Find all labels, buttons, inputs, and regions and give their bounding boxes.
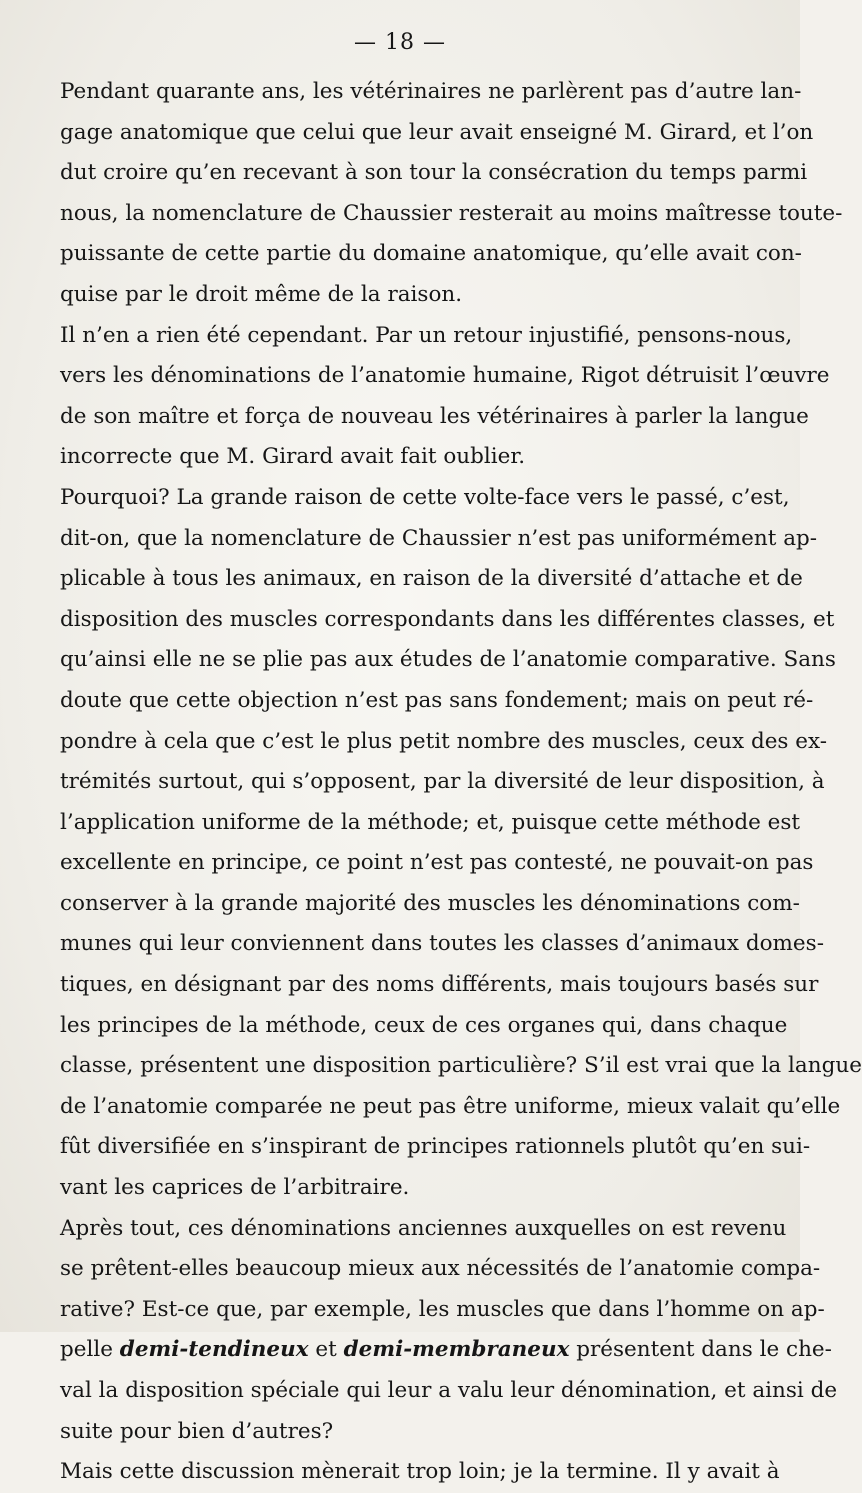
text-line: vant les caprices de l’arbitraire. <box>60 1175 410 1201</box>
text-line: suite pour bien d’autres? <box>60 1418 334 1444</box>
text-line: de l’anatomie comparée ne peut pas être uniforme, mieux valait qu’elle <box>60 1093 841 1119</box>
text-line: Après tout, ces dénominations anciennes auxquelles on est revenu <box>60 1215 787 1241</box>
text-line: qu’ainsi elle ne se plie pas aux études de l’anatomie comparative. Sans <box>60 647 836 673</box>
text-line: Pendant quarante ans, les vétérinaires ne parlèrent pas d’autre lan- <box>60 79 802 104</box>
text-line: Pourquoi? La grande raison de cette volte-face vers le passé, c’est, <box>60 484 790 510</box>
text-line: puissante de cette partie du domaine anatomique, qu’elle avait con- <box>60 241 802 267</box>
text-line: de son maître et força de nouveau les vétérinaires à parler la langue <box>60 403 809 429</box>
text-line: gage anatomique que celui que leur avait enseigné M. Girard, et l’on <box>60 119 814 145</box>
text-line: Mais cette discussion mènerait trop loin; je la termine. Il y avait à <box>60 1459 780 1485</box>
text-line: doute que cette objection n’est pas sans fondement; mais on peut ré- <box>60 687 814 713</box>
italic-term-demi-membraneux: demi-membraneux <box>343 1337 570 1363</box>
text-line-with-italics <box>60 1330 832 1371</box>
text-line: munes qui leur conviennent dans toutes les classes d’animaux domes- <box>60 931 824 957</box>
text-line: excellente en principe, ce point n’est pas contesté, ne pouvait-on pas <box>60 850 814 876</box>
page-number: — 18 — <box>354 30 446 55</box>
text-line: fût diversifiée en s’inspirant de principes rationnels plutôt qu’en sui- <box>60 1134 811 1160</box>
paragraph-1 <box>60 72 843 316</box>
paragraph-4 <box>60 1209 838 1453</box>
text-line: nous, la nomenclature de Chaussier resterait au moins maîtresse toute- <box>60 200 843 226</box>
text-line: vers les dénominations de l’anatomie humaine, Rigot détruisit l’œuvre <box>60 363 830 389</box>
text-line: dut croire qu’en recevant à son tour la consécration du temps parmi <box>60 160 808 186</box>
text-line: rative? Est-ce que, par exemple, les muscles que dans l’homme on ap- <box>60 1296 825 1322</box>
text-line: se prêtent-elles beaucoup mieux aux nécessités de l’anatomie compa- <box>60 1256 821 1282</box>
text-line: Il n’en a rien été cependant. Par un retour injustifié, pensons-nous, <box>60 322 793 348</box>
text-line: les principes de la méthode, ceux de ces organes qui, dans chaque <box>60 1012 788 1038</box>
text-line: dit-on, que la nomenclature de Chaussier n’est pas uniformément ap- <box>60 525 818 551</box>
text-line: l’application uniforme de la méthode; et, puisque cette méthode est <box>60 809 801 835</box>
text-line: incorrecte que M. Girard avait fait oublier. <box>60 444 526 470</box>
text-line: val la disposition spéciale qui leur a valu leur dénomination, et ainsi de <box>60 1378 838 1403</box>
text-segment: présentent dans le che- <box>569 1337 832 1363</box>
text-line: quise par le droit même de la raison. <box>60 281 463 307</box>
text-line: disposition des muscles correspondants dans les différentes classes, et <box>60 606 835 632</box>
text-line: classe, présentent une disposition particulière? S’il est vrai que la langue <box>60 1053 862 1079</box>
text-line: tiques, en désignant par des noms différents, mais toujours basés sur <box>60 972 819 998</box>
paragraph-5 <box>60 1452 780 1493</box>
text-line: conserver à la grande majorité des muscles les dénominations com- <box>60 890 800 916</box>
paragraph-3 <box>60 478 862 1209</box>
text-line: plicable à tous les animaux, en raison de la diversité d’attache et de <box>60 566 803 592</box>
text-line: pondre à cela que c’est le plus petit nombre des muscles, ceux des ex- <box>60 728 828 754</box>
italic-term-demi-tendineux: demi-tendineux <box>119 1337 309 1363</box>
text-line: trémités surtout, qui s’opposent, par la diversité de leur disposition, à <box>60 769 825 795</box>
text-segment: pelle <box>60 1337 120 1363</box>
paragraph-2 <box>60 316 830 478</box>
text-segment: et <box>308 1337 344 1363</box>
body-text <box>60 72 862 1493</box>
